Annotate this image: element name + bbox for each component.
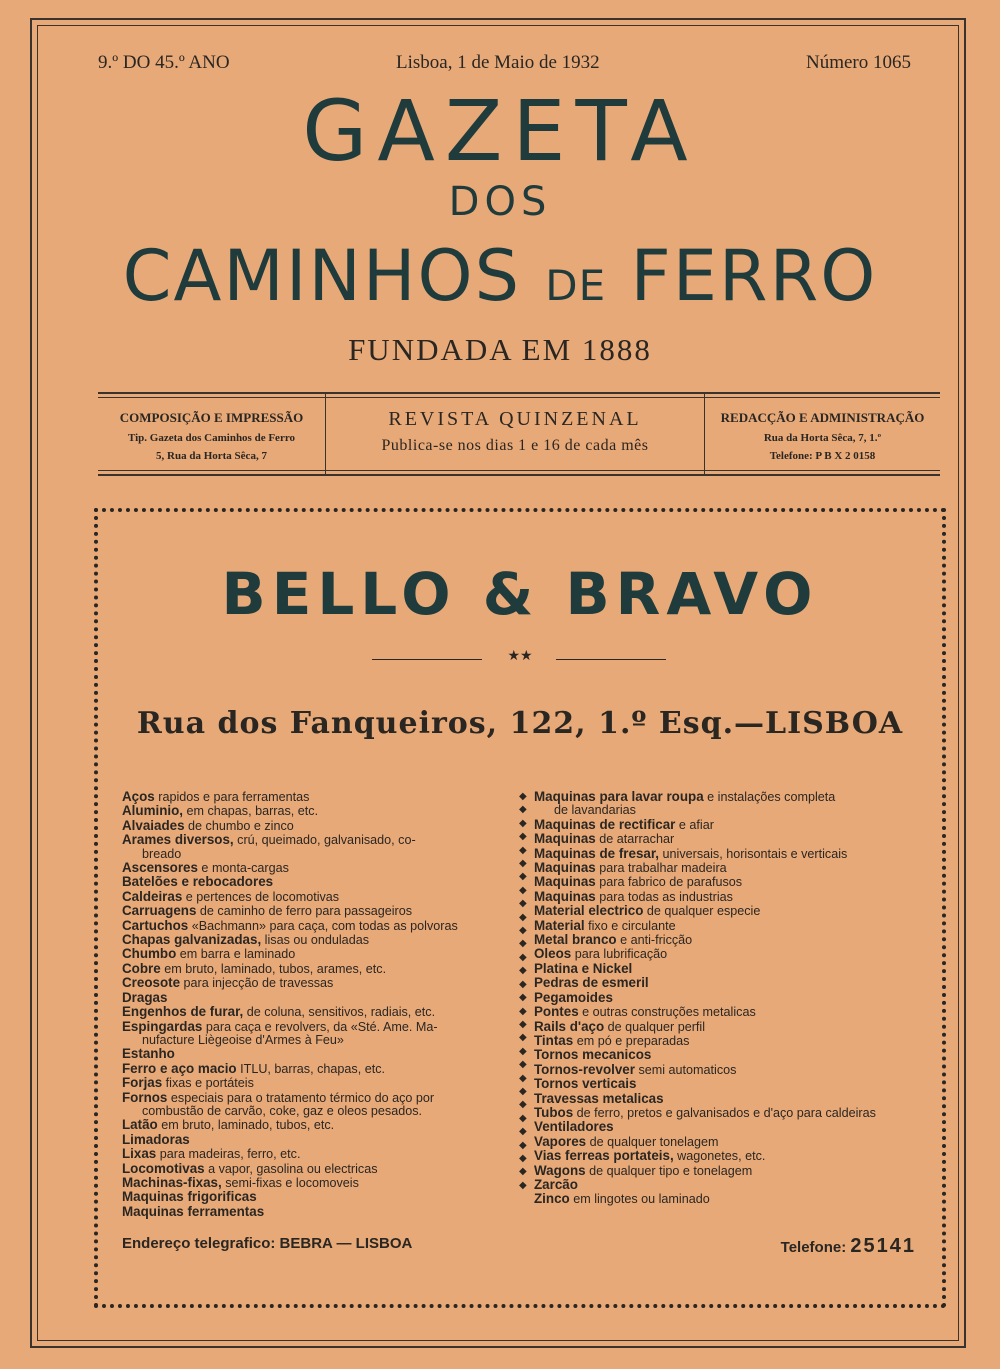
divider-diamond: ◆ <box>519 1018 527 1030</box>
product-description: de qualquer especie <box>643 904 761 919</box>
product-item <box>122 962 506 976</box>
divider-diamond: ◆ <box>519 1152 527 1164</box>
divider-diamond: ◆ <box>519 1139 527 1151</box>
divider-diamond: ◆ <box>519 1059 527 1071</box>
product-description: a vapor, gasolina ou electricas <box>204 1161 378 1176</box>
product-name: Forjas <box>122 1076 163 1091</box>
product-name: Ferro e aço macio <box>122 1061 237 1076</box>
product-name: Oleos <box>534 947 572 962</box>
divider-diamond: ◆ <box>519 804 527 816</box>
product-name: Arames diversos, <box>122 833 234 848</box>
product-name: Carruagens <box>122 904 197 919</box>
product-name: Vapores <box>534 1134 587 1149</box>
product-item <box>534 875 920 889</box>
product-name: Vias ferreas portateis, <box>534 1149 674 1164</box>
product-description: para lubrificação <box>571 947 668 962</box>
divider-diamond: ◆ <box>519 831 527 843</box>
product-description: em pó e preparadas <box>573 1033 690 1048</box>
product-name: Tornos mecanicos <box>534 1048 652 1063</box>
product-description: de atarrachar <box>595 832 675 847</box>
masthead-caminhos <box>0 236 1000 326</box>
product-name: Aços <box>122 790 155 804</box>
product-item <box>122 1133 506 1147</box>
product-item <box>122 848 506 861</box>
info-redaccao <box>705 394 940 474</box>
ad-phone <box>781 1235 916 1258</box>
issue-year: 9.º DO 45.º ANO <box>98 52 230 73</box>
masthead-de-word: DE <box>545 261 607 310</box>
masthead-dos: DOS <box>448 179 552 225</box>
info-revista <box>326 394 705 474</box>
product-description: em chapas, barras, etc. <box>183 804 319 819</box>
ad-address: Rua dos Fanqueiros, 122, 1.º Esq.—LISBOA <box>136 706 904 741</box>
product-item <box>122 933 506 947</box>
product-description: wagonetes, etc. <box>673 1149 766 1164</box>
product-item <box>534 919 920 933</box>
product-description: de lavandarias <box>554 804 636 818</box>
divider-diamond: ◆ <box>519 1072 527 1084</box>
product-item <box>534 832 920 846</box>
product-description: para todas as industrias <box>595 889 733 904</box>
product-item <box>122 947 506 961</box>
product-description: em lingotes ou laminado <box>569 1192 710 1207</box>
divider-diamond: ◆ <box>519 1112 527 1124</box>
product-item <box>122 1091 506 1105</box>
product-name: Rails d'aço <box>534 1019 605 1034</box>
product-description: para trabalhar madeira <box>595 861 727 876</box>
product-item <box>534 962 920 976</box>
product-description: crú, queimado, galvanisado, co- <box>233 833 416 848</box>
info-composition <box>98 394 326 474</box>
product-item <box>534 947 920 961</box>
product-item <box>534 991 920 1005</box>
product-item <box>122 1105 506 1118</box>
divider-diamond: ◆ <box>519 1032 527 1044</box>
product-name: Maquinas frigorificas <box>122 1190 257 1205</box>
product-name: Caldeiras <box>122 889 183 904</box>
product-item <box>122 1147 506 1161</box>
product-description: lisas ou onduladas <box>261 933 369 948</box>
divider-diamond: ◆ <box>519 992 527 1004</box>
product-item <box>534 1063 920 1077</box>
product-item <box>122 1020 506 1034</box>
product-item <box>534 818 920 832</box>
divider-diamond: ◆ <box>519 1099 527 1111</box>
product-name: Espingardas <box>122 1019 203 1034</box>
divider-diamond: ◆ <box>519 1005 527 1017</box>
product-name: Maquinas de fresar, <box>534 846 660 861</box>
stars-ornament: ★★ <box>507 649 533 664</box>
ad-phone-label: Telefone: <box>780 1239 847 1256</box>
divider-diamond: ◆ <box>519 1166 527 1178</box>
product-name: Alvaiades <box>122 818 185 833</box>
product-name: Tintas <box>534 1033 574 1048</box>
product-item <box>122 1190 506 1204</box>
product-item <box>534 890 920 904</box>
product-name: Engenhos de furar, <box>122 1005 244 1020</box>
product-name: Batelões e rebocadores <box>122 875 274 890</box>
divider-diamond: ◆ <box>519 817 527 829</box>
product-item <box>122 919 506 933</box>
product-name: Tornos verticais <box>534 1077 637 1092</box>
product-item <box>534 1106 920 1120</box>
product-item <box>534 1178 920 1192</box>
product-item <box>534 1149 920 1163</box>
product-description: para caça e revolvers, da «Sté. Ame. Ma- <box>202 1019 438 1034</box>
product-item <box>122 819 506 833</box>
product-name: Ventiladores <box>534 1120 614 1135</box>
product-name: Pegamoides <box>534 990 613 1005</box>
product-description: e instalações completa <box>703 790 836 804</box>
product-description: de coluna, sensitivos, radiais, etc. <box>243 1005 436 1020</box>
masthead-caminhos-word: CAMINHOS <box>122 235 522 317</box>
product-description: fixo e circulante <box>584 918 676 933</box>
product-name: Travessas metalicas <box>534 1091 664 1106</box>
product-item <box>122 1034 506 1047</box>
product-description: e pertences de locomotivas <box>182 889 340 904</box>
product-description: «Bachmann» para caça, com todas as polvoras <box>188 918 458 933</box>
product-name: Maquinas de rectificar <box>534 817 676 832</box>
product-description: e afiar <box>675 817 714 832</box>
product-item <box>122 1062 506 1076</box>
product-description: semi automaticos <box>634 1062 737 1077</box>
product-name: Ascensores <box>122 861 198 876</box>
ad-phone-number: 25141 <box>850 1235 916 1257</box>
issue-date: Lisboa, 1 de Maio de 1932 <box>396 52 600 73</box>
product-name: Cartuchos <box>122 918 189 933</box>
product-item <box>534 976 920 990</box>
divider-diamond: ◆ <box>519 965 527 977</box>
product-item <box>122 904 506 918</box>
product-item <box>122 1076 506 1090</box>
column-divider <box>519 790 527 1196</box>
product-description: rapidos e para ferramentas <box>154 790 310 804</box>
product-item <box>534 1120 920 1134</box>
product-item <box>122 875 506 889</box>
product-name: Limadoras <box>122 1132 190 1147</box>
product-name: Maquinas <box>534 861 596 876</box>
product-item <box>534 1005 920 1019</box>
product-name: Maquinas <box>534 832 596 847</box>
product-name: Zarcão <box>534 1177 578 1192</box>
product-item <box>534 904 920 918</box>
product-description: em bruto, laminado, tubos, etc. <box>157 1118 335 1133</box>
product-item <box>534 933 920 947</box>
divider-diamond: ◆ <box>519 871 527 883</box>
product-item <box>534 790 920 804</box>
info-revista-line1: Publica-se nos dias 1 e 16 de cada mês <box>381 437 649 454</box>
product-name: Maquinas <box>534 889 596 904</box>
product-item <box>122 1176 506 1190</box>
product-item <box>534 1077 920 1091</box>
product-name: Lixas <box>122 1147 157 1162</box>
product-description: e monta-cargas <box>197 861 289 876</box>
info-composition-title: COMPOSIÇÃO E IMPRESSÃO <box>119 410 304 425</box>
product-name: Tornos-revolver <box>534 1062 635 1077</box>
product-name: Tubos <box>534 1105 574 1120</box>
product-name: Creosote <box>122 976 181 991</box>
product-name: Maquinas ferramentas <box>122 1204 265 1219</box>
divider-diamond: ◆ <box>519 1085 527 1097</box>
product-description: em barra e laminado <box>176 947 296 962</box>
product-description: de chumbo e zinco <box>184 818 294 833</box>
product-item <box>534 1164 920 1178</box>
masthead-gazeta: GAZETA <box>302 82 698 180</box>
product-name: Platina e Nickel <box>534 961 633 976</box>
ad-company-name: BELLO & BRAVO <box>221 560 819 628</box>
divider-diamond: ◆ <box>519 978 527 990</box>
info-redaccao-line2: Telefone: P B X 2 0158 <box>769 450 876 462</box>
product-name: Pedras de esmeril <box>534 976 649 991</box>
info-band <box>98 392 940 476</box>
info-revista-title: REVISTA QUINZENAL <box>388 408 642 430</box>
product-item <box>534 847 920 861</box>
product-name: Material electrico <box>534 904 644 919</box>
product-item <box>122 833 506 847</box>
info-composition-line2: 5, Rua da Horta Sêca, 7 <box>156 450 267 462</box>
product-item <box>534 1192 920 1206</box>
product-description: de ferro, pretos e galvanisados e d'aço para caldeiras <box>573 1105 876 1120</box>
product-item <box>122 861 506 875</box>
masthead-founded: FUNDADA EM 1888 <box>348 332 652 367</box>
product-list-right <box>534 790 920 1207</box>
product-item <box>122 1005 506 1019</box>
info-composition-line1: Tip. Gazeta dos Caminhos de Ferro <box>127 432 296 444</box>
product-description: para injecção de travessas <box>180 976 334 991</box>
product-item <box>534 1020 920 1034</box>
divider-diamond: ◆ <box>519 884 527 896</box>
product-name: Wagons <box>534 1163 586 1178</box>
masthead-ferro-word: FERRO <box>630 235 878 317</box>
divider-diamond: ◆ <box>519 925 527 937</box>
product-item <box>122 1118 506 1132</box>
divider-diamond: ◆ <box>519 898 527 910</box>
product-item <box>122 890 506 904</box>
product-description: fixas e portáteis <box>162 1076 254 1091</box>
product-item <box>122 1162 506 1176</box>
product-description: de qualquer tonelagem <box>586 1134 719 1149</box>
product-item <box>122 1205 506 1219</box>
product-list-left <box>122 790 506 1219</box>
product-item <box>534 861 920 875</box>
product-description: e anti-fricção <box>616 933 693 948</box>
product-name: Locomotivas <box>122 1161 205 1176</box>
product-item <box>122 991 506 1005</box>
product-name: Chapas galvanizadas, <box>122 933 262 948</box>
product-description: de qualquer perfil <box>604 1019 705 1034</box>
divider-diamond: ◆ <box>519 791 527 802</box>
product-name: Zinco <box>534 1192 570 1207</box>
divider-diamond: ◆ <box>519 938 527 950</box>
product-item <box>534 1135 920 1149</box>
ad-telegraph: Endereço telegrafico: BEBRA — LISBOA <box>122 1235 413 1252</box>
product-item <box>122 790 506 804</box>
product-description: para fabrico de parafusos <box>595 875 743 890</box>
product-name: Dragas <box>122 990 168 1005</box>
product-item <box>122 976 506 990</box>
product-name: Chumbo <box>122 947 177 962</box>
product-item <box>534 1034 920 1048</box>
divider-diamond: ◆ <box>519 844 527 856</box>
product-item <box>122 804 506 818</box>
issue-number: Número 1065 <box>806 52 912 73</box>
product-description: e outras construções metalicas <box>578 1005 756 1020</box>
product-item <box>534 1048 920 1062</box>
product-description: de caminho de ferro para passageiros <box>196 904 413 919</box>
product-name: Material <box>534 918 585 933</box>
divider-diamond: ◆ <box>519 858 527 870</box>
product-name: Machinas-fixas, <box>122 1175 222 1190</box>
product-description: nufacture Liègeoise d'Armes à Feu» <box>142 1033 344 1047</box>
product-description: de qualquer tipo e tonelagem <box>585 1163 753 1178</box>
product-name: Aluminio, <box>122 804 183 819</box>
product-name: Pontes <box>534 1005 579 1020</box>
divider-diamond: ◆ <box>519 1126 527 1138</box>
divider-diamond: ◆ <box>519 1179 527 1191</box>
divider-diamond: ◆ <box>519 951 527 963</box>
product-item <box>534 1092 920 1106</box>
product-name: Estanho <box>122 1047 175 1062</box>
product-item <box>534 804 920 817</box>
product-item <box>122 1047 506 1061</box>
product-name: Maquinas para lavar roupa <box>534 790 704 804</box>
divider-diamond: ◆ <box>519 1045 527 1057</box>
product-name: Latão <box>122 1118 158 1133</box>
product-name: Fornos <box>122 1090 168 1105</box>
issue-header <box>0 52 1000 76</box>
stars-rule-right <box>556 659 666 660</box>
product-description: em bruto, laminado, tubos, arames, etc. <box>160 961 387 976</box>
product-description: breado <box>142 847 182 861</box>
info-redaccao-title: REDACÇÃO E ADMINISTRAÇÃO <box>720 410 925 425</box>
info-redaccao-line1: Rua da Horta Sêca, 7, 1.º <box>763 432 882 444</box>
product-name: Cobre <box>122 961 161 976</box>
divider-diamond: ◆ <box>519 911 527 923</box>
product-name: Metal branco <box>534 933 617 948</box>
product-description: especiais para o tratamento térmico do aço por <box>167 1090 435 1105</box>
product-description: combustão de carvão, coke, gaz e oleos pesados. <box>142 1104 423 1118</box>
product-description: universais, horisontais e verticais <box>659 846 848 861</box>
product-description: para madeiras, ferro, etc. <box>156 1147 301 1162</box>
product-description: semi-fixas e locomoveis <box>221 1175 359 1190</box>
product-name: Maquinas <box>534 875 596 890</box>
product-description: ITLU, barras, chapas, etc. <box>236 1061 386 1076</box>
